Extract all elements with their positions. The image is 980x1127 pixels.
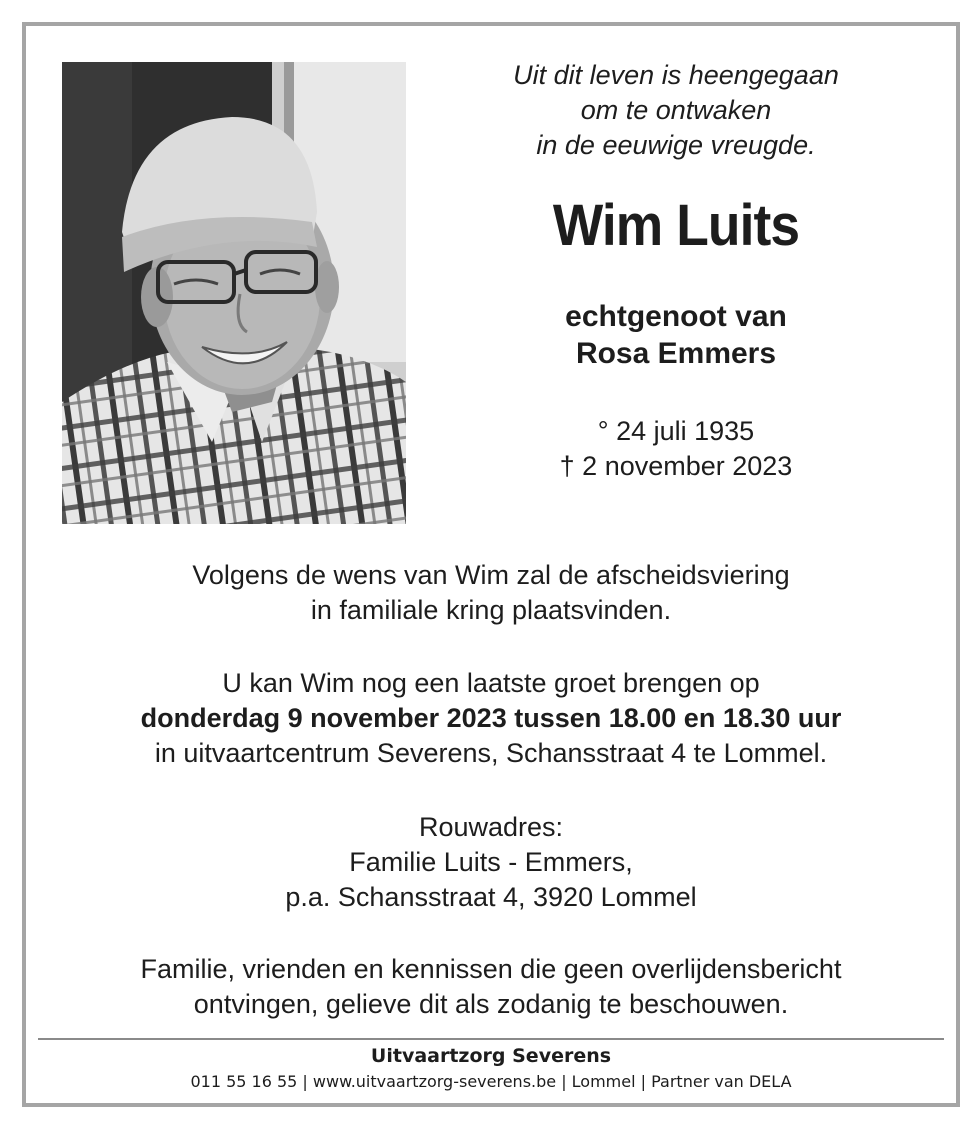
mourning-address-family: Familie Luits - Emmers, — [349, 847, 633, 877]
closing-line: Familie, vrienden en kennissen die geen overlijdensbericht — [140, 954, 842, 984]
death-date: † 2 november 2023 — [559, 451, 793, 481]
farewell-paragraph — [26, 558, 956, 628]
farewell-line: Volgens de wens van Wim zal de afscheidsviering — [192, 560, 790, 590]
mourning-address-street: p.a. Schansstraat 4, 3920 Lommel — [285, 882, 697, 912]
portrait-photo-icon — [62, 62, 406, 524]
obituary-card — [22, 22, 960, 1107]
life-dates — [446, 414, 906, 484]
farewell-line: in familiale kring plaatsvinden. — [310, 595, 672, 625]
funeral-home-contact: 011 55 16 55 | www.uitvaartzorg-severens.be | Lommel | Partner van DELA — [190, 1072, 792, 1091]
visitation-datetime: donderdag 9 november 2023 tussen 18.00 en 18.30 uur — [140, 703, 842, 733]
poem-line: om te ontwaken — [580, 95, 772, 125]
closing-line: ontvingen, gelieve dit als zodanig te beschouwen. — [193, 989, 789, 1019]
visitation-intro: U kan Wim nog een laatste groet brengen op — [222, 668, 760, 698]
birth-date: ° 24 juli 1935 — [597, 416, 755, 446]
poem-line: in de eeuwige vreugde. — [536, 130, 816, 160]
mourning-address — [26, 810, 956, 915]
poem — [446, 58, 906, 163]
visitation-location: in uitvaartcentrum Severens, Schansstraat 4 te Lommel. — [154, 738, 828, 768]
closing-paragraph — [26, 952, 956, 1022]
spouse-name: Rosa Emmers — [575, 337, 777, 370]
relation-label: echtgenoot van — [565, 300, 787, 333]
deceased-name: Wim Luits — [552, 193, 800, 258]
visitation-paragraph — [26, 666, 956, 771]
mourning-address-label: Rouwadres: — [418, 812, 564, 842]
funeral-home-name: Uitvaartzorg Severens — [370, 1045, 612, 1067]
spouse-block — [446, 298, 906, 372]
footer-divider — [38, 1038, 944, 1040]
poem-line: Uit dit leven is heengegaan — [513, 60, 839, 90]
portrait-photo — [62, 62, 406, 524]
